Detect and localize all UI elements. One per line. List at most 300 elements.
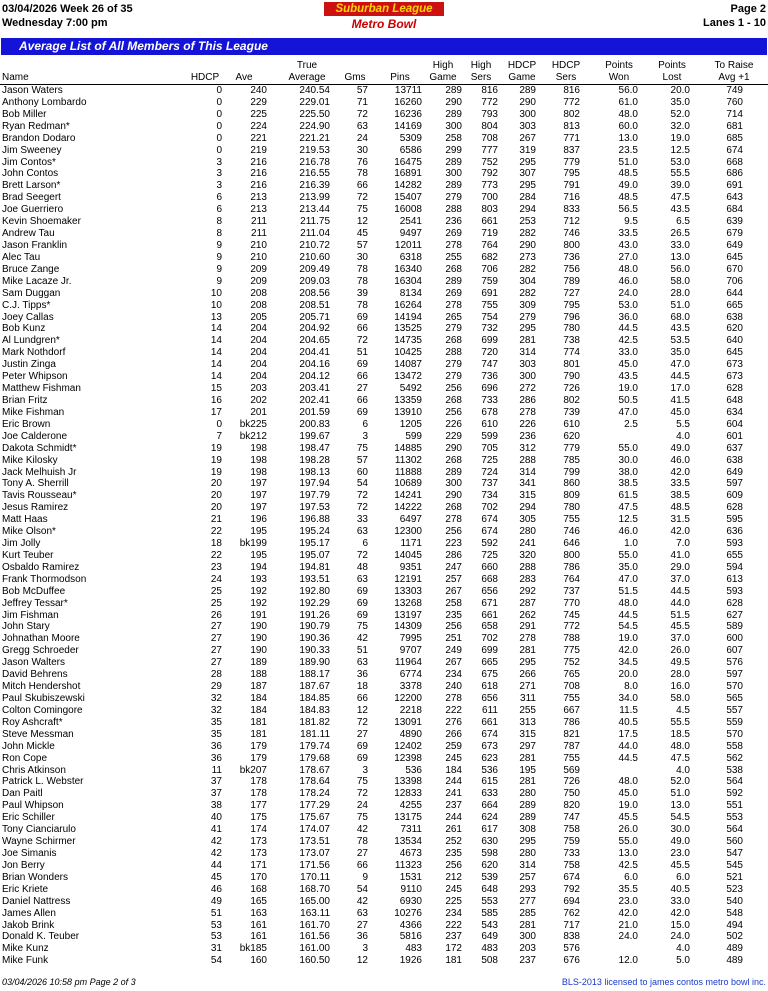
cell-highsers: 617 <box>481 824 498 836</box>
cell-raise: 670 <box>726 263 743 275</box>
cell-name: Tavis Rousseau* <box>2 490 77 502</box>
col-ave: Ave <box>235 72 253 83</box>
cell-highgame: 249 <box>445 645 462 657</box>
cell-hdcpgame: 300 <box>519 931 536 943</box>
cell-hdcp: 49 <box>210 895 222 907</box>
cell-lost: 56.0 <box>670 263 690 275</box>
table-row <box>0 371 768 383</box>
cell-raise: 494 <box>726 919 743 931</box>
table-row <box>0 240 768 252</box>
cell-pins: 14087 <box>394 359 422 371</box>
table-row <box>0 300 768 312</box>
cell-true: 190.36 <box>299 633 330 645</box>
cell-hdcpsers: 775 <box>563 645 580 657</box>
cell-ave: 192 <box>250 585 267 597</box>
col-highgame-1: High <box>432 60 454 71</box>
cell-highgame: 256 <box>445 526 462 538</box>
cell-name: John Stary <box>2 621 50 633</box>
cell-raise: 489 <box>726 955 743 967</box>
cell-hdcpsers: 752 <box>563 657 580 669</box>
cell-hdcp: 0 <box>216 120 222 132</box>
cell-true: 213.99 <box>299 192 330 204</box>
cell-raise: 565 <box>726 693 743 705</box>
cell-raise: 521 <box>726 871 743 883</box>
cell-true: 171.56 <box>299 859 330 871</box>
table-row <box>0 753 768 765</box>
cell-lost: 4.0 <box>676 943 690 955</box>
cell-lost: 13.0 <box>670 800 690 812</box>
cell-pins: 13268 <box>394 597 422 609</box>
cell-true: 216.39 <box>299 180 330 192</box>
table-row <box>0 502 768 514</box>
cell-lost: 35.0 <box>670 347 690 359</box>
cell-highsers: 719 <box>481 228 498 240</box>
table-row <box>0 121 768 133</box>
cell-hdcpsers: 838 <box>563 931 580 943</box>
cell-highgame: 247 <box>445 561 462 573</box>
cell-highsers: 611 <box>482 704 498 716</box>
col-highsers-1: High <box>470 60 492 71</box>
cell-hdcp: 45 <box>210 871 222 883</box>
cell-pins: 10425 <box>394 347 422 359</box>
cell-highgame: 184 <box>445 764 462 776</box>
table-row <box>0 586 768 598</box>
cell-ave: 161 <box>250 919 267 931</box>
cell-hdcp: 13 <box>210 311 222 323</box>
cell-pins: 4890 <box>399 728 422 740</box>
cell-raise: 673 <box>726 359 743 371</box>
cell-highsers: 615 <box>481 776 498 788</box>
cell-pins: 536 <box>405 764 422 776</box>
cell-hdcpgame: 341 <box>519 478 536 490</box>
table-row <box>0 800 768 812</box>
cell-highgame: 288 <box>445 204 462 216</box>
cell-pins: 10276 <box>394 907 422 919</box>
table-row <box>0 443 768 455</box>
cell-true: 204.16 <box>299 359 330 371</box>
cell-pins: 7311 <box>400 824 422 836</box>
cell-name: Mike Olson* <box>2 526 56 538</box>
cell-won: 9.5 <box>624 216 638 228</box>
cell-lost: 53.0 <box>670 156 690 168</box>
cell-lost: 54.5 <box>670 812 690 824</box>
cell-hdcpsers: 738 <box>563 335 580 347</box>
cell-name: Dakota Schmidt* <box>2 442 77 454</box>
cell-gms: 69 <box>356 597 368 609</box>
cell-ave: 187 <box>250 681 267 693</box>
cell-raise: 638 <box>726 454 743 466</box>
cell-raise: 648 <box>726 394 743 406</box>
cell-true: 198.13 <box>299 466 330 478</box>
cell-hdcpgame: 295 <box>519 657 536 669</box>
cell-hdcp: 53 <box>210 931 222 943</box>
cell-name: Joe Guerriero <box>2 204 64 216</box>
cell-gms: 3 <box>362 943 368 955</box>
cell-raise: 638 <box>726 311 743 323</box>
cell-lost: 19.0 <box>670 132 690 144</box>
cell-ave: 224 <box>250 120 267 132</box>
cell-gms: 51 <box>356 347 368 359</box>
cell-raise: 628 <box>726 383 743 395</box>
cell-highsers: 678 <box>481 406 498 418</box>
cell-name: Patrick L. Webster <box>2 776 84 788</box>
col-highgame-2: Game <box>429 72 457 83</box>
col-hdcpsers-1: HDCP <box>551 60 581 71</box>
cell-won: 43.0 <box>618 239 638 251</box>
cell-hdcp: 42 <box>210 848 222 859</box>
cell-hdcpsers: 802 <box>563 394 580 406</box>
cell-gms: 39 <box>356 287 368 299</box>
cell-raise: 560 <box>726 836 743 848</box>
cell-name: Eric Kriete <box>2 883 49 895</box>
col-won-1: Points <box>605 60 633 71</box>
cell-raise: 593 <box>726 538 743 550</box>
col-lost-2: Lost <box>662 72 682 83</box>
cell-highsers: 648 <box>481 883 498 895</box>
cell-hdcpsers: 802 <box>563 108 580 120</box>
cell-hdcp: 44 <box>210 859 222 871</box>
cell-hdcp: 14 <box>210 371 222 383</box>
cell-highgame: 222 <box>445 704 462 716</box>
cell-hdcpgame: 312 <box>519 442 536 454</box>
table-row <box>0 717 768 729</box>
cell-hdcpsers: 717 <box>563 919 580 931</box>
cell-ave: 184 <box>250 704 267 716</box>
table-row <box>0 741 768 753</box>
cell-true: 168.70 <box>299 883 330 895</box>
cell-true: 210.60 <box>299 251 330 263</box>
cell-highgame: 268 <box>445 335 462 347</box>
cell-raise: 760 <box>726 96 743 108</box>
cell-ave: 188 <box>250 669 267 681</box>
cell-hdcpsers: 726 <box>563 383 580 395</box>
cell-highgame: 235 <box>445 609 462 621</box>
cell-highgame: 278 <box>445 299 462 311</box>
cell-lost: 47.5 <box>670 192 690 204</box>
cell-lost: 4.0 <box>676 764 690 776</box>
cell-hdcpsers: 788 <box>563 633 580 645</box>
cell-gms: 36 <box>356 931 368 943</box>
cell-highsers: 630 <box>481 836 498 848</box>
table-row <box>0 335 768 347</box>
cell-highgame: 172 <box>445 943 462 955</box>
cell-hdcpsers: 739 <box>563 406 580 418</box>
cell-raise: 674 <box>726 144 743 156</box>
cell-hdcpgame: 282 <box>519 263 536 275</box>
cell-gms: 36 <box>356 669 368 681</box>
cell-hdcpgame: 257 <box>519 871 536 883</box>
cell-hdcp: 42 <box>210 836 222 848</box>
cell-lost: 39.0 <box>670 180 690 192</box>
cell-hdcp: 53 <box>210 919 222 931</box>
cell-lost: 16.0 <box>670 681 690 693</box>
cell-name: Matt Haas <box>2 514 48 526</box>
cell-highsers: 792 <box>481 168 498 180</box>
cell-highsers: 664 <box>481 800 498 812</box>
cell-pins: 6774 <box>399 669 422 681</box>
cell-highgame: 289 <box>445 85 462 96</box>
cell-name: Peter Whipson <box>2 371 68 383</box>
cell-hdcpsers: 746 <box>563 526 580 538</box>
cell-name: Roy Ashcraft* <box>2 716 63 728</box>
cell-highsers: 702 <box>481 502 498 514</box>
cell-raise: 628 <box>726 502 743 514</box>
table-row <box>0 943 768 955</box>
cell-highsers: 610 <box>481 418 498 430</box>
table-row <box>0 848 768 860</box>
cell-highsers: 660 <box>481 561 498 573</box>
cell-hdcpsers: 750 <box>563 788 580 800</box>
cell-highsers: 675 <box>481 669 498 681</box>
cell-ave: 174 <box>250 824 267 836</box>
cell-lost: 24.0 <box>670 931 690 943</box>
cell-true: 194.81 <box>299 561 330 573</box>
cell-raise: 564 <box>726 824 743 836</box>
cell-highgame: 267 <box>445 657 462 669</box>
cell-pins: 9351 <box>399 561 422 573</box>
cell-hdcpsers: 780 <box>563 323 580 335</box>
cell-pins: 6930 <box>399 895 422 907</box>
cell-highsers: 658 <box>481 621 498 633</box>
cell-hdcpsers: 801 <box>563 359 580 371</box>
cell-true: 190.33 <box>299 645 330 657</box>
cell-gms: 30 <box>356 144 368 156</box>
cell-hdcp: 6 <box>216 192 222 204</box>
cell-hdcpsers: 860 <box>563 478 580 490</box>
cell-ave: 191 <box>250 609 267 621</box>
cell-gms: 75 <box>356 442 368 454</box>
cell-gms: 6 <box>362 418 368 430</box>
cell-highsers: 671 <box>481 597 498 609</box>
cell-hdcpgame: 289 <box>519 812 536 824</box>
table-row <box>0 884 768 896</box>
cell-lost: 41.0 <box>670 549 690 561</box>
cell-lost: 4.0 <box>676 430 690 442</box>
cell-won: 48.0 <box>618 108 638 120</box>
cell-highgame: 245 <box>445 883 462 895</box>
cell-true: 203.41 <box>299 383 330 395</box>
footer-date: 03/04/2026 10:58 pm Page 2 of 3 <box>2 977 136 987</box>
cell-highgame: 300 <box>445 120 462 132</box>
cell-pins: 13711 <box>394 85 422 96</box>
cell-true: 204.12 <box>299 371 330 383</box>
cell-hdcp: 21 <box>210 514 222 526</box>
cell-raise: 637 <box>726 442 743 454</box>
cell-gms: 78 <box>356 263 368 275</box>
cell-won: 13.0 <box>618 848 638 859</box>
cell-highgame: 278 <box>445 239 462 251</box>
cell-gms: 63 <box>356 573 368 585</box>
cell-won: 13.0 <box>618 132 638 144</box>
cell-pins: 9497 <box>399 228 422 240</box>
cell-gms: 54 <box>356 883 368 895</box>
col-raise-2: Avg +1 <box>718 72 750 83</box>
cell-highgame: 229 <box>445 430 462 442</box>
cell-hdcpsers: 789 <box>563 275 580 287</box>
cell-lost: 44.5 <box>670 585 690 597</box>
cell-raise: 609 <box>726 490 743 502</box>
cell-highgame: 236 <box>445 216 462 228</box>
cell-ave: 168 <box>250 883 267 895</box>
cell-true: 195.24 <box>299 526 330 538</box>
cell-hdcpsers: 787 <box>563 740 580 752</box>
cell-pins: 6586 <box>399 144 422 156</box>
cell-highgame: 269 <box>445 287 462 299</box>
cell-hdcpsers: 755 <box>563 752 580 764</box>
cell-ave: 225 <box>250 108 267 120</box>
cell-hdcpgame: 320 <box>519 549 536 561</box>
cell-gms: 78 <box>356 275 368 287</box>
cell-highsers: 599 <box>481 430 498 442</box>
cell-gms: 66 <box>356 323 368 335</box>
cell-name: Justin Zinga <box>2 359 56 371</box>
cell-highgame: 290 <box>445 96 462 108</box>
cell-gms: 24 <box>356 132 368 144</box>
cell-ave: 205 <box>250 311 267 323</box>
cell-pins: 11302 <box>394 454 422 466</box>
cell-gms: 42 <box>356 633 368 645</box>
cell-raise: 679 <box>726 228 743 240</box>
cell-highgame: 269 <box>445 228 462 240</box>
cell-hdcp: 37 <box>210 776 222 788</box>
cell-lost: 53.5 <box>670 335 690 347</box>
cell-raise: 613 <box>726 573 743 585</box>
cell-pins: 1531 <box>399 871 422 883</box>
cell-highsers: 536 <box>481 764 498 776</box>
cell-hdcpsers: 674 <box>563 871 580 883</box>
cell-hdcp: 35 <box>210 728 222 740</box>
cell-name: Al Lundgren* <box>2 335 60 347</box>
cell-hdcpsers: 733 <box>563 848 580 859</box>
cell-highgame: 252 <box>445 836 462 848</box>
cell-ave: 209 <box>250 275 267 287</box>
cell-highgame: 240 <box>445 681 462 693</box>
cell-true: 204.41 <box>299 347 330 359</box>
cell-hdcpgame: 295 <box>519 156 536 168</box>
cell-highgame: 226 <box>445 418 462 430</box>
cell-gms: 6 <box>362 538 368 550</box>
cell-hdcpgame: 289 <box>519 800 536 812</box>
cell-gms: 51 <box>356 645 368 657</box>
cell-gms: 45 <box>356 228 368 240</box>
cell-won: 34.5 <box>618 657 638 669</box>
cell-highgame: 299 <box>445 144 462 156</box>
cell-highgame: 276 <box>445 716 462 728</box>
cell-name: Johnathan Moore <box>2 633 80 645</box>
cell-pins: 14309 <box>394 621 422 633</box>
cell-won: 19.0 <box>618 800 638 812</box>
cell-hdcpgame: 266 <box>519 669 536 681</box>
cell-gms: 33 <box>356 514 368 526</box>
cell-raise: 645 <box>726 347 743 359</box>
cell-gms: 27 <box>356 919 368 931</box>
cell-ave: 209 <box>250 263 267 275</box>
cell-highsers: 633 <box>481 788 498 800</box>
cell-gms: 69 <box>356 311 368 323</box>
cell-hdcpgame: 294 <box>519 502 536 514</box>
table-row <box>0 812 768 824</box>
cell-hdcpgame: 279 <box>519 311 536 323</box>
cell-gms: 69 <box>356 406 368 418</box>
col-hdcpgame-1: HDCP <box>507 60 537 71</box>
cell-won: 56.5 <box>618 204 638 216</box>
cell-name: Ron Cope <box>2 752 48 764</box>
cell-won: 42.0 <box>618 907 638 919</box>
cell-ave: bk212 <box>239 430 267 442</box>
cell-true: 187.67 <box>299 681 330 693</box>
cell-lost: 48.5 <box>670 502 690 514</box>
cell-won: 48.0 <box>618 263 638 275</box>
cell-pins: 14885 <box>394 442 422 454</box>
cell-highsers: 736 <box>481 371 498 383</box>
cell-true: 199.67 <box>299 430 330 442</box>
table-row <box>0 347 768 359</box>
cell-won: 23.5 <box>618 144 638 156</box>
cell-true: 204.65 <box>299 335 330 347</box>
cell-highsers: 754 <box>481 311 498 323</box>
cell-won: 51.5 <box>618 585 638 597</box>
cell-ave: 208 <box>250 299 267 311</box>
cell-won: 19.0 <box>618 633 638 645</box>
cell-highsers: 624 <box>481 812 498 824</box>
cell-gms: 72 <box>356 788 368 800</box>
cell-hdcp: 23 <box>210 561 222 573</box>
cell-pins: 16475 <box>394 156 422 168</box>
col-name: Name <box>2 72 29 83</box>
cell-true: 173.07 <box>299 848 330 859</box>
cell-gms: 27 <box>356 728 368 740</box>
cell-name: Brandon Dodaro <box>2 132 76 144</box>
cell-true: 178.67 <box>299 764 330 776</box>
cell-hdcpgame: 282 <box>519 228 536 240</box>
cell-won: 54.5 <box>618 621 638 633</box>
cell-ave: 216 <box>250 180 267 192</box>
cell-ave: 213 <box>250 192 267 204</box>
cell-name: Jim Contos* <box>2 156 56 168</box>
cell-highgame: 265 <box>445 311 462 323</box>
cell-hdcp: 0 <box>216 132 222 144</box>
cell-won: 1.0 <box>624 538 638 550</box>
table-row <box>0 228 768 240</box>
cell-lost: 41.5 <box>670 394 690 406</box>
cell-raise: 706 <box>726 275 743 287</box>
cell-lost: 18.5 <box>670 728 690 740</box>
table-row <box>0 621 768 633</box>
cell-gms: 60 <box>356 466 368 478</box>
table-row <box>0 192 768 204</box>
cell-lost: 45.0 <box>670 406 690 418</box>
cell-won: 48.0 <box>618 597 638 609</box>
cell-raise: 553 <box>726 812 743 824</box>
cell-highsers: 661 <box>481 609 498 621</box>
cell-hdcp: 27 <box>210 657 222 669</box>
cell-highsers: 734 <box>481 490 498 502</box>
cell-highsers: 737 <box>481 478 498 490</box>
cell-ave: 197 <box>250 502 267 514</box>
cell-raise: 597 <box>726 669 743 681</box>
cell-true: 188.17 <box>299 669 330 681</box>
cell-highgame: 222 <box>445 919 462 931</box>
cell-lost: 28.0 <box>670 669 690 681</box>
cell-gms: 72 <box>356 502 368 514</box>
cell-true: 213.44 <box>299 204 330 216</box>
cell-name: Joe Simanis <box>2 848 57 859</box>
cell-ave: 195 <box>250 549 267 561</box>
cell-hdcpgame: 281 <box>519 645 536 657</box>
cell-ave: 219 <box>250 144 267 156</box>
cell-highsers: 773 <box>481 180 498 192</box>
cell-won: 20.0 <box>618 669 638 681</box>
